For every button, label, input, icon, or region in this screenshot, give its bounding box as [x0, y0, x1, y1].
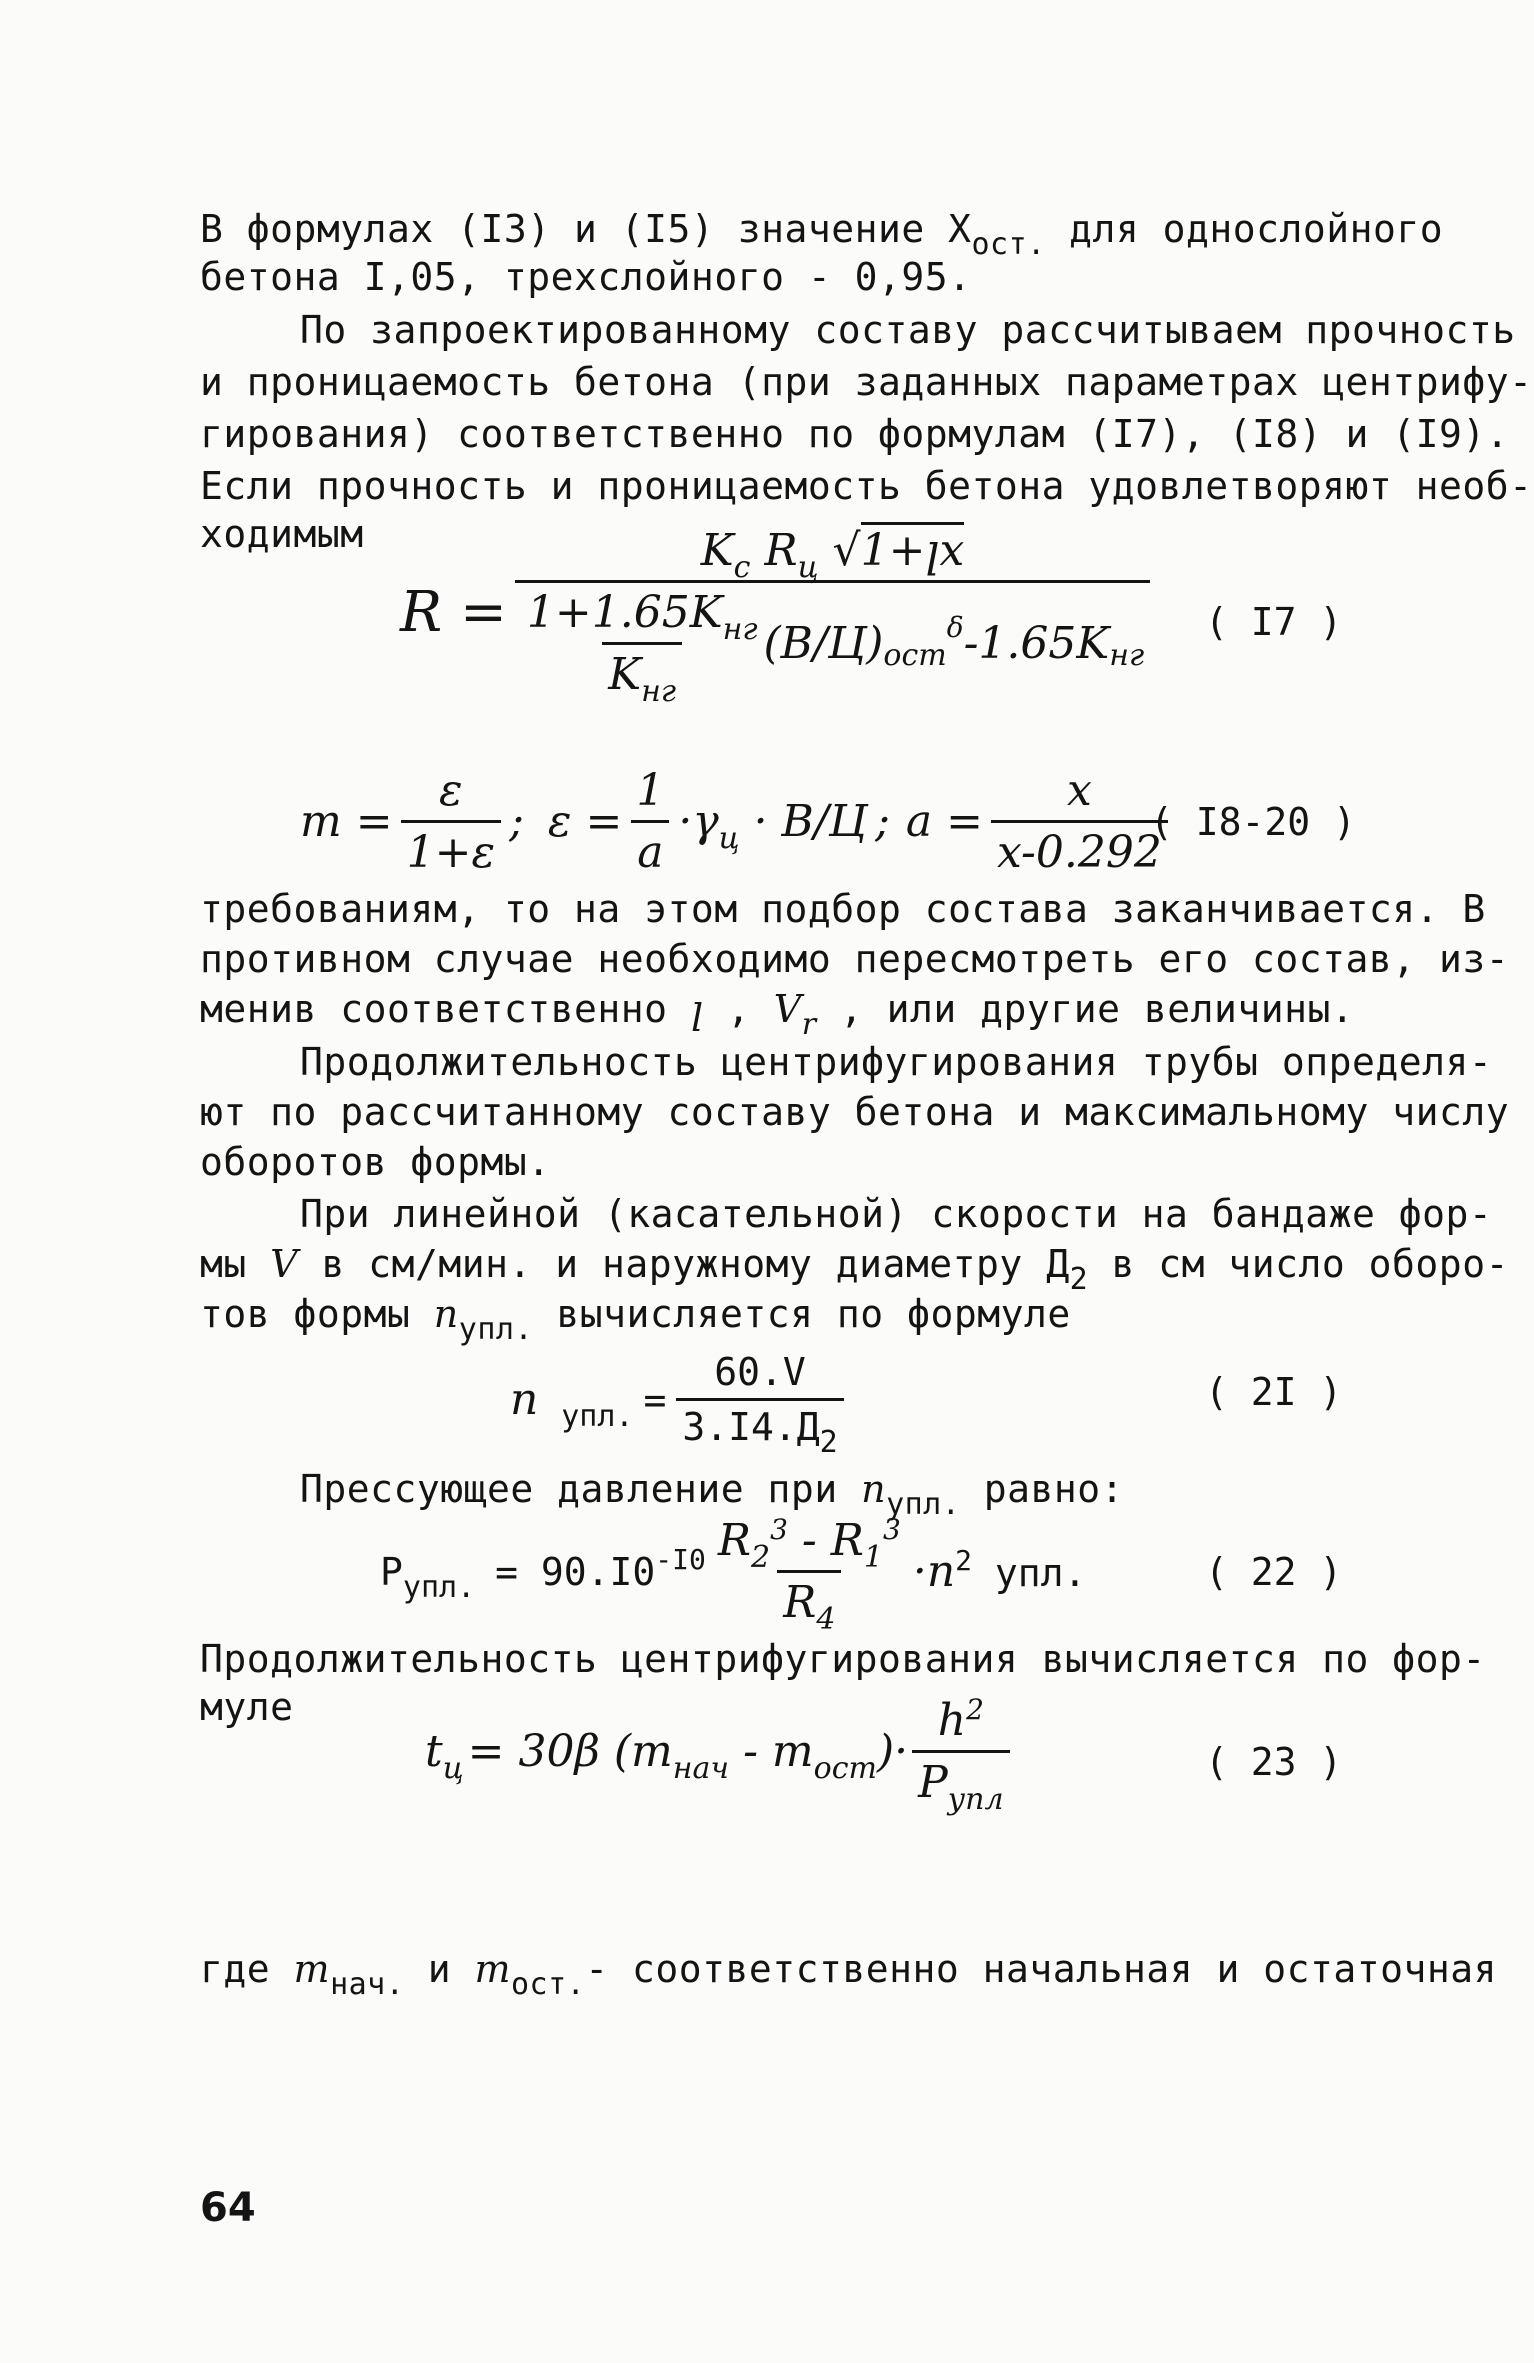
eq18-a-fraction: [991, 765, 1168, 878]
eq17-lhs: R =: [400, 580, 507, 645]
superscript: 2: [955, 1544, 973, 1577]
denominator: [777, 1570, 841, 1637]
equation-number: ( I8-20 ): [1150, 800, 1356, 844]
text-segment: ·γ: [678, 796, 719, 847]
subscript: 2: [819, 1425, 838, 1460]
eq18-m: m =: [300, 796, 393, 847]
superscript: 3: [883, 1513, 901, 1546]
text-line: бетона I,05, трехслойного - 0,95.: [200, 255, 972, 299]
eq17-fraction: [515, 525, 1150, 709]
text-segment: 1+1.65K: [526, 587, 723, 638]
text-segment: R: [717, 1515, 752, 1566]
symbol: V: [270, 1242, 299, 1286]
text-segment: )·: [876, 1726, 909, 1777]
subscript: упл.: [458, 1312, 534, 1347]
text-segment: t: [425, 1726, 443, 1777]
eq17-sqrt-content: 1+ꞁx: [861, 522, 965, 576]
denominator: x-0.292: [991, 820, 1168, 878]
subscript: нач: [672, 1751, 730, 1786]
subscript: упл.: [561, 1399, 634, 1434]
equation-number: ( 23 ): [1205, 1740, 1343, 1784]
text-segment: - соответственно начальная и остаточная: [585, 1947, 1497, 1991]
numerator: 60.V: [714, 1350, 806, 1394]
text-segment: Прессующее давление при: [300, 1467, 862, 1511]
eq22-lhs: [380, 1549, 476, 1605]
equation-17: [400, 525, 1150, 709]
eq18-a: a =: [905, 796, 984, 847]
text-segment: - m: [729, 1726, 814, 1777]
superscript: 2: [966, 1693, 984, 1726]
text-line: [300, 1465, 1124, 1522]
subscript: 2: [751, 1540, 771, 1575]
eq17-kc: K: [700, 525, 734, 576]
subscript: ост.: [971, 227, 1046, 262]
eq18-eps-fraction: [630, 765, 670, 878]
eq23-fraction: [912, 1693, 1009, 1817]
text-segment: мы: [200, 1242, 271, 1286]
subscript: нг: [1109, 638, 1145, 673]
symbol: n: [433, 1292, 459, 1336]
eq21-fraction: [676, 1350, 843, 1460]
symbol: m: [293, 1947, 331, 1991]
text-line: противном случае необходимо пересмотреть его состав, из-: [200, 937, 1510, 981]
text-line: оборотов формы.: [200, 1140, 551, 1184]
eq17-r: R: [764, 525, 798, 576]
eq21-lhs: [510, 1374, 634, 1434]
text-segment: = 30β (m: [467, 1726, 673, 1777]
subscript: 1: [863, 1540, 883, 1575]
eq23-lhs: [425, 1726, 464, 1786]
superscript: -I0: [655, 1542, 706, 1576]
eq17-inner-den: [602, 642, 682, 709]
text-segment: = 90.I0: [495, 1549, 656, 1594]
subscript: 4: [816, 1602, 836, 1637]
text-segment: упл.: [972, 1551, 1087, 1595]
text-segment: тов формы: [200, 1292, 434, 1336]
subscript: ц: [718, 821, 740, 856]
text-segment: P: [918, 1757, 948, 1808]
subscript: ост: [883, 638, 947, 673]
text-segment: h: [937, 1695, 967, 1746]
text-line: Продолжительность центрифугирования вычисляется по фор-: [200, 1637, 1486, 1681]
text-line: и проницаемость бетона (при заданных параметрах центрифу-: [200, 360, 1533, 404]
subscript: ост.: [511, 1967, 586, 2002]
subscript: ц: [442, 1751, 464, 1786]
eq17-inner-fraction: [521, 587, 764, 709]
separator: ;: [509, 796, 524, 847]
text-segment: равно:: [960, 1467, 1124, 1511]
denominator: [912, 1750, 1009, 1817]
text-line: Продолжительность центрифугирования трубы определя-: [300, 1040, 1493, 1084]
text-line: [200, 985, 1355, 1042]
text-segment: K: [608, 649, 642, 700]
eq23-rhs: [467, 1726, 909, 1786]
text-line: По запроектированному составу рассчитываем прочность: [300, 308, 1516, 352]
text-line: требованиям, то на этом подбор состава заканчивается. В: [200, 887, 1486, 931]
equation-22: [380, 1513, 1087, 1637]
text-segment: и: [404, 1947, 475, 1991]
eq17-inner-num: [521, 587, 764, 647]
numerator: [712, 1513, 907, 1575]
numerator: 1: [636, 765, 665, 816]
text-segment: 3.I4.Д: [682, 1405, 820, 1449]
text-segment: · В/Ц: [739, 796, 868, 847]
text-segment: для однослойного: [1045, 207, 1444, 251]
subscript: r: [801, 1007, 817, 1042]
text-segment: вычисляется по формуле: [533, 1292, 1071, 1336]
subscript: нг: [722, 612, 758, 647]
text-segment: в см/мин. и наружному диаметру Д: [298, 1242, 1070, 1286]
text-line: ют по рассчитанному составу бетона и максимальному числу: [200, 1090, 1510, 1134]
text-line: [200, 205, 1444, 262]
eq18-m-fraction: [401, 765, 501, 878]
sqrt-sign: √: [832, 525, 861, 576]
subscript: нг: [641, 674, 677, 709]
eq17-paren: (В/Ц): [763, 618, 884, 669]
equals-sign: =: [643, 1377, 667, 1422]
subscript: нач.: [330, 1967, 405, 2002]
text-line: ходимым: [200, 512, 364, 556]
separator: ;: [875, 796, 890, 847]
text-line: Если прочность и проницаемость бетона удовлетворяют необ-: [200, 464, 1533, 508]
text-line: [200, 1945, 1497, 2002]
equation-number: ( 2I ): [1205, 1370, 1343, 1414]
denominator: a: [631, 820, 669, 878]
text-segment: где: [200, 1947, 294, 1991]
equation-number: ( I7 ): [1205, 600, 1343, 644]
equation-18-20: [300, 765, 1168, 878]
text-segment: В формулах (I3) и (I5) значение X: [200, 207, 972, 251]
text-segment: R: [783, 1577, 817, 1628]
denominator: 1+ε: [401, 820, 501, 878]
superscript: δ: [946, 611, 964, 644]
text-segment: ,: [703, 987, 774, 1031]
page-number: 64: [200, 2185, 256, 2231]
text-segment: -1.65K: [963, 618, 1110, 669]
numerator: ε: [439, 765, 463, 816]
symbol: n: [510, 1374, 539, 1425]
text-line: [200, 1240, 1509, 1297]
symbol: m: [474, 1947, 511, 1991]
equation-21: [510, 1350, 844, 1460]
numerator: [932, 1695, 990, 1750]
eq18-eps-rest: [678, 796, 868, 856]
eq17-numerator: [695, 525, 971, 585]
equation-23: [425, 1693, 1010, 1817]
text-line: [200, 1290, 1071, 1347]
eq22-rest: [913, 1546, 1087, 1597]
subscript: ост: [813, 1751, 877, 1786]
text-segment: P: [380, 1549, 403, 1594]
subscript: упл.: [886, 1487, 961, 1522]
superscript: 3: [770, 1513, 788, 1546]
text-segment: ·n: [912, 1546, 956, 1597]
equation-number: ( 22 ): [1205, 1550, 1343, 1594]
text-segment: менив соответственно: [200, 987, 691, 1031]
eq17-denominator: [515, 580, 1150, 709]
text-line: гирования) соответственно по формулам (I7), (I8) и (I9).: [200, 412, 1510, 456]
symbol: n: [861, 1467, 887, 1511]
eq22-coef: [495, 1542, 706, 1594]
subscript: 2: [1069, 1262, 1089, 1297]
text-line: При линейной (касательной) скорости на бандаже фор-: [300, 1192, 1493, 1236]
text-line: муле: [200, 1685, 294, 1729]
symbol: ꞁ: [690, 987, 704, 1031]
text-segment: в см число оборо-: [1088, 1242, 1509, 1286]
subscript: ц: [797, 550, 819, 585]
eq18-eps: ε =: [547, 796, 623, 847]
symbol: V: [773, 987, 802, 1031]
subscript: упл.: [402, 1569, 476, 1605]
subscript: c: [733, 550, 751, 585]
text-segment: - R: [787, 1515, 864, 1566]
denominator: [676, 1398, 843, 1460]
numerator: x: [1067, 765, 1092, 816]
text-segment: , или другие величины.: [816, 987, 1355, 1031]
eq22-fraction: [712, 1513, 907, 1637]
subscript: упл: [947, 1782, 1004, 1817]
